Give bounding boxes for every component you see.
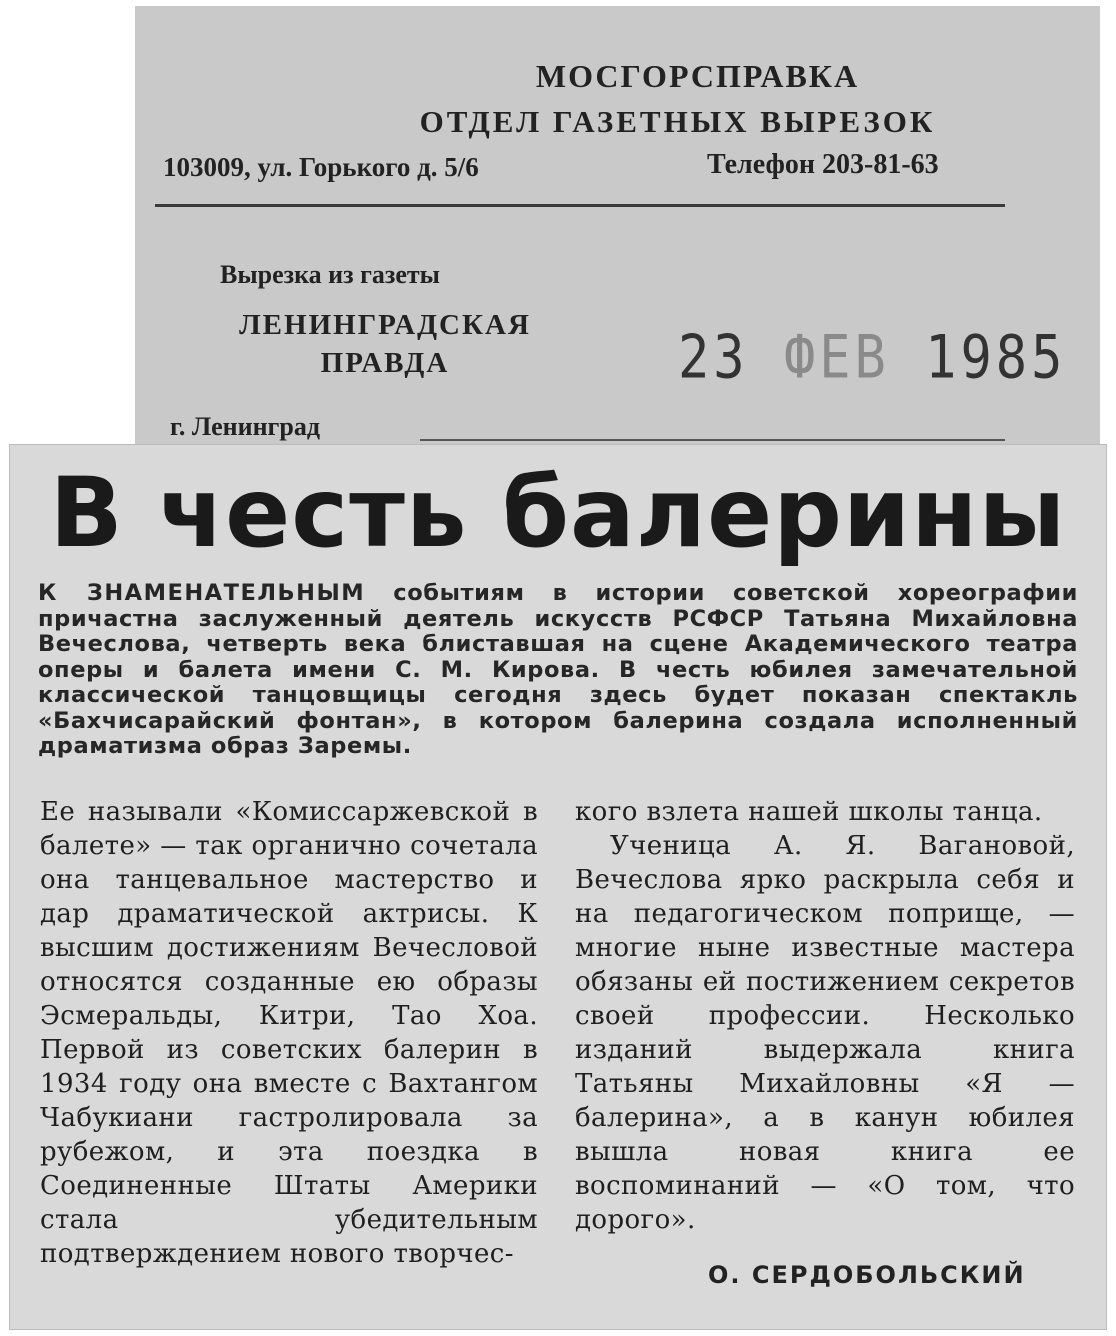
header-divider bbox=[155, 204, 1005, 207]
agency-address: 103009, ул. Горького д. 5/6 bbox=[163, 152, 479, 182]
article-author: О. СЕРДОБОЛЬСКИЙ bbox=[708, 1261, 1026, 1289]
clipping-service-slip bbox=[135, 6, 1100, 456]
source-city: г. Ленинград bbox=[170, 412, 320, 441]
lead-body: событиям в истории советской хореографии причастна заслуженный деятель искусств РСФСР Татьяна Михайловна Вечеслова, четверть века блиставшая на сцене Академического театра оперы и балета имени С. М. Кирова. В честь юбилея замечательной классической танцовщицы сегодня здесь будет показан спектакль «Бахчисарайский фонтан», в котором балерина создала исполненный драматизма образ Заремы. bbox=[38, 580, 1078, 759]
column-2-paragraph-1: кого взлета нашей школы танца. bbox=[575, 797, 1043, 827]
newspaper-clipping bbox=[10, 445, 1106, 1329]
article-lead bbox=[38, 581, 1078, 760]
lead-caps: К ЗНАМЕНАТЕЛЬНЫМ bbox=[38, 580, 366, 606]
date-stamp-day: 23 bbox=[678, 323, 749, 393]
date-stamp bbox=[678, 324, 1066, 393]
source-label: Вырезка из газеты bbox=[220, 260, 440, 289]
agency-phone: Телефон 203-81-63 bbox=[707, 149, 939, 180]
department-name: ОТДЕЛ ГАЗЕТНЫХ ВЫРЕЗОК bbox=[419, 104, 936, 139]
column-1-paragraph: Ее называли «Комиссаржевской в балете» — так органично сочетала она танцевальное мастерство и дар драматической актрисы. К высшим достижениям Вечесловой относятся созданные ею образы Эсмеральды, Китри, Тао Хоа. Первой из советских балерин в 1934 году она вместе с Вахтангом Чабукиани гастролировала за рубежом, и эта поездка в Соединенные Штаты Америки стала убедительным подтверждением нового творчес- bbox=[40, 797, 538, 1269]
column-2-paragraph-2: Ученица А. Я. Вагановой, Вечеслова ярко раскрыла себя и на педагогическом поприще, — многие ныне известные мастера обязаны ей постижением секретов своей профессии. Несколько изданий выдержала книга Татьяны Михайловны «Я — балерина», а в канун юбилея вышла новая книга ее воспоминаний — «О том, что дорого». bbox=[575, 831, 1075, 1235]
agency-name: МОСГОРСПРАВКА bbox=[535, 58, 860, 94]
city-divider bbox=[420, 439, 1005, 441]
source-newspaper: ЛЕНИНГРАДСКАЯ ПРАВДА bbox=[239, 309, 531, 379]
date-stamp-month: ФЕВ bbox=[783, 323, 890, 393]
article-column-1 bbox=[40, 795, 538, 1271]
article-headline: В честь балерины bbox=[49, 457, 1067, 569]
date-stamp-year: 1985 bbox=[925, 323, 1067, 393]
article-column-2 bbox=[575, 795, 1075, 1237]
